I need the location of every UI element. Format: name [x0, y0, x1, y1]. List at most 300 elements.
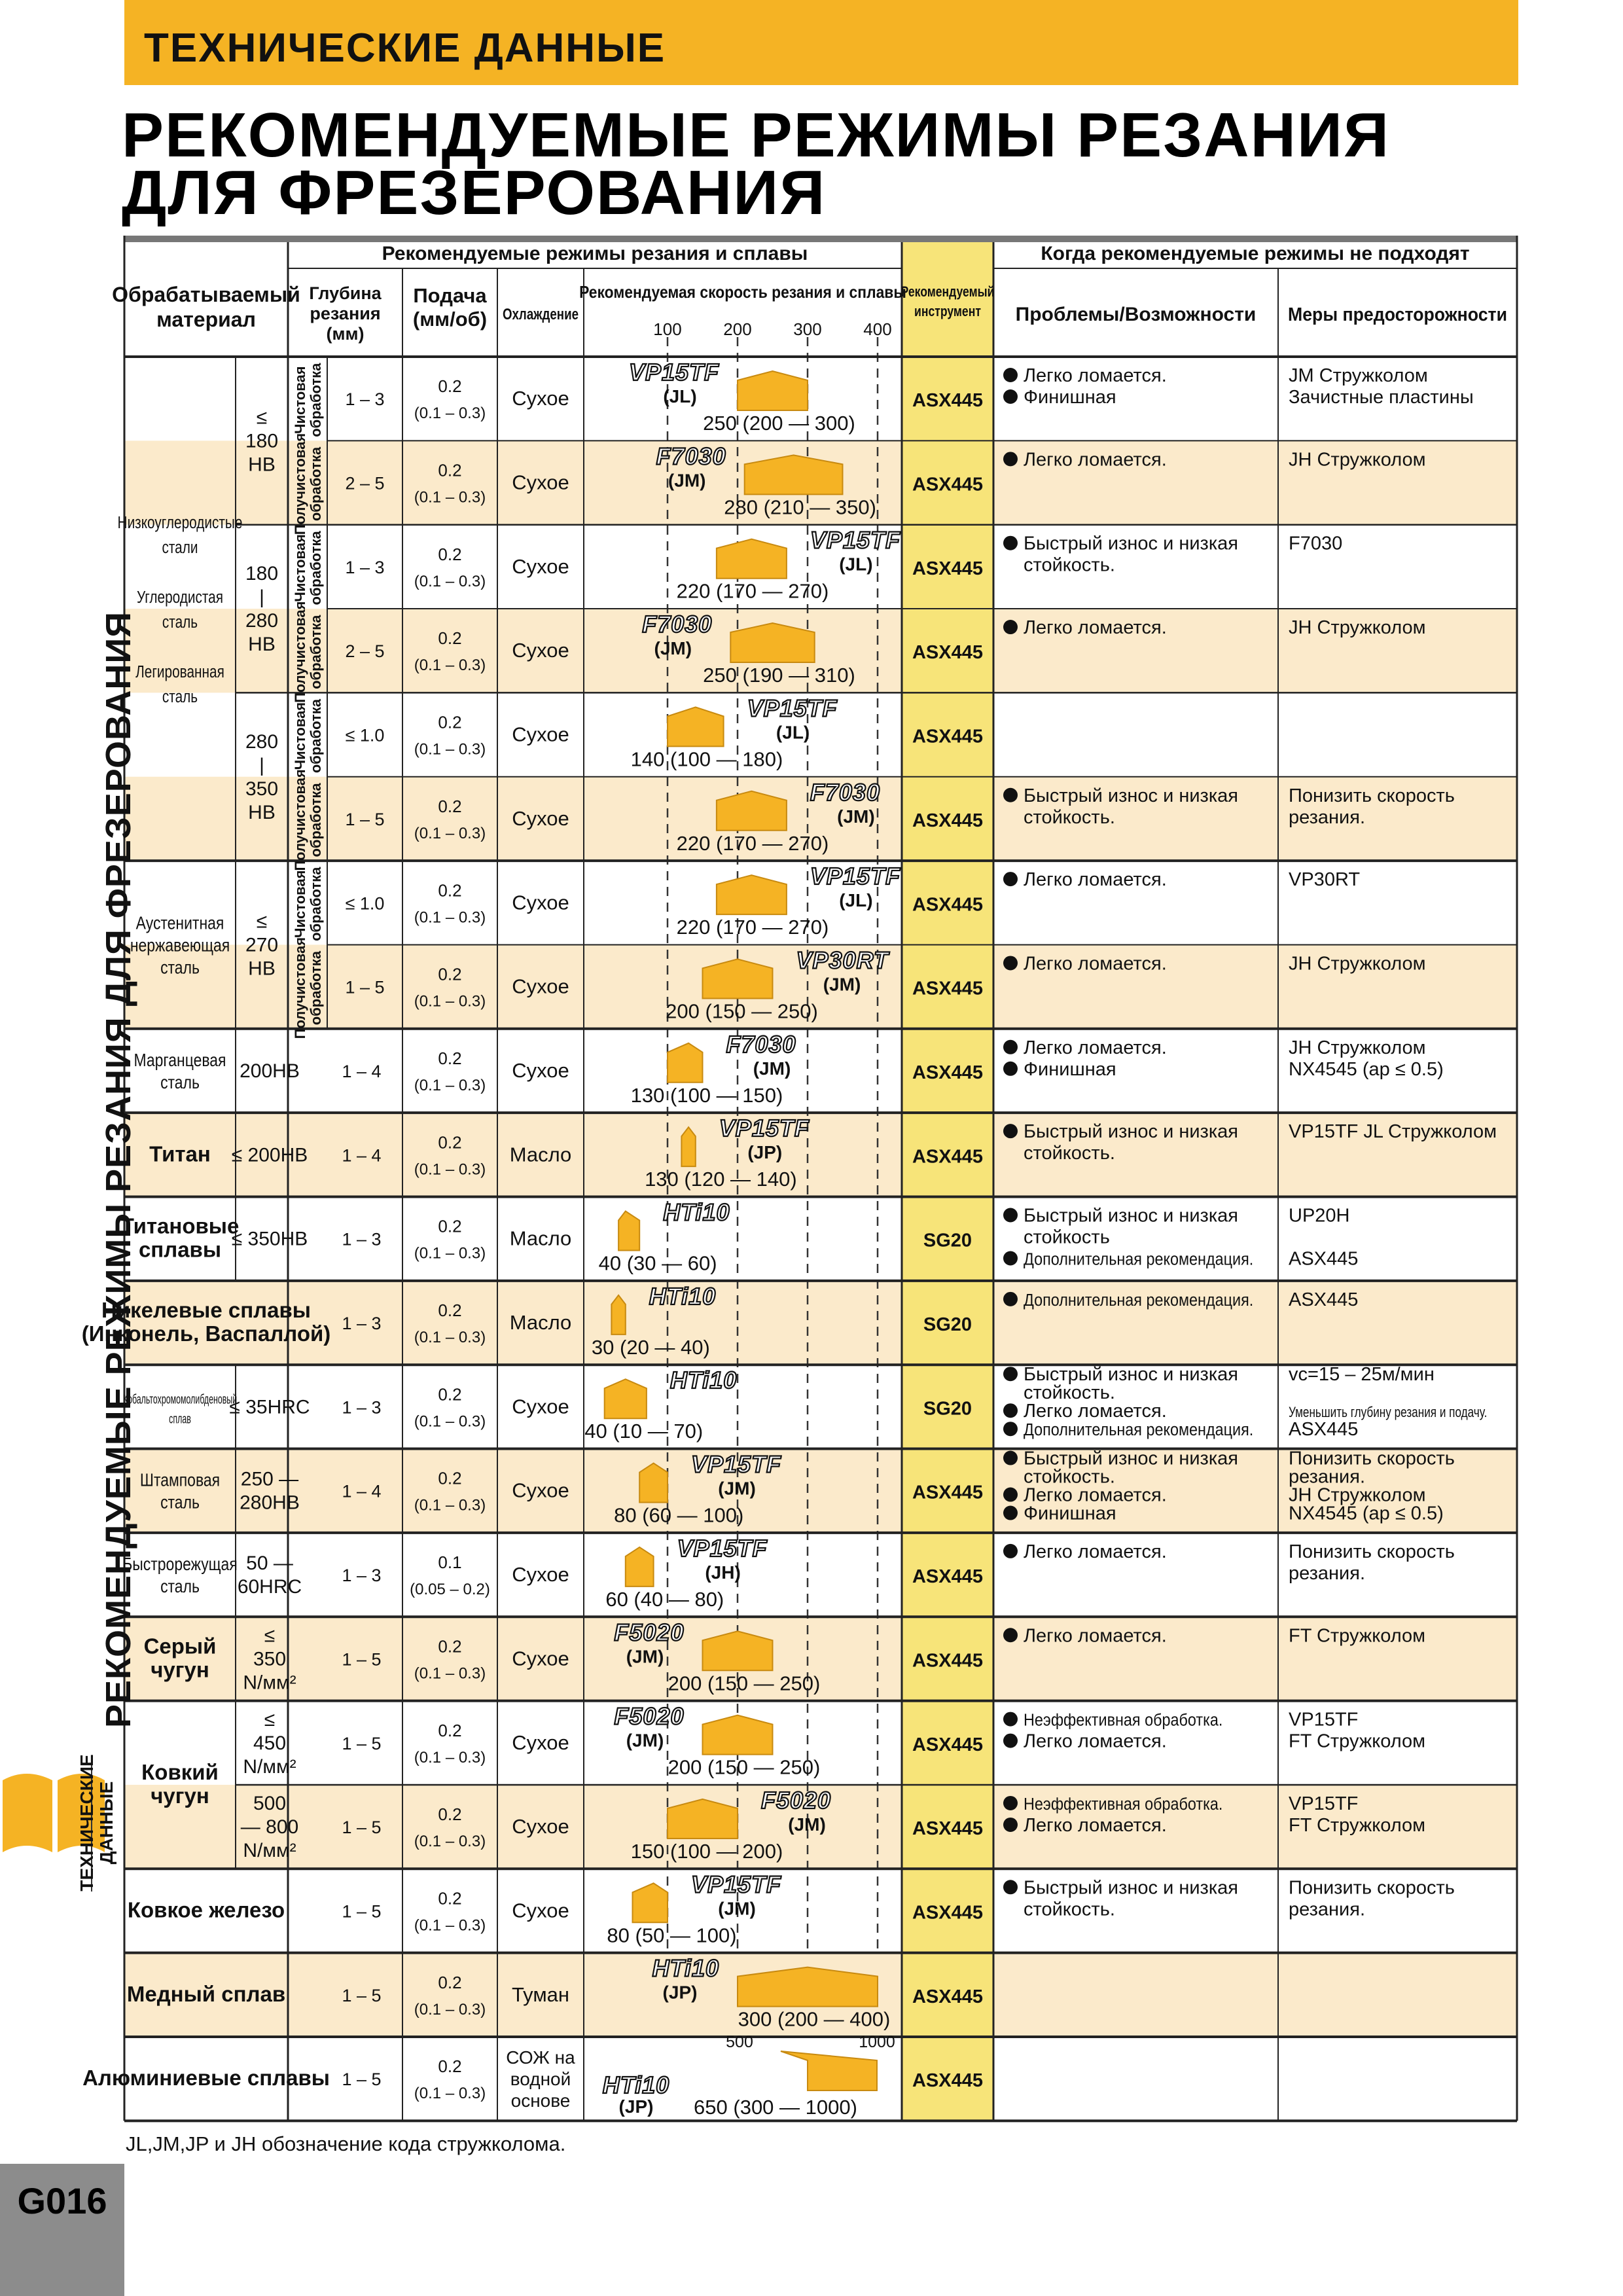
measure-text: VP30RT [1289, 869, 1361, 891]
side-tab-line-2: ДАННЫЕ [96, 1781, 116, 1865]
grade-label: HTi10 [663, 1198, 730, 1226]
material-label: Медный сплав [126, 1981, 286, 2006]
speed-range-mark [781, 2051, 877, 2090]
cooling-value: Туман [511, 1982, 570, 2006]
aluminium-tick-label: 500 [726, 2033, 753, 2051]
problem-text: Дополнительная рекомендация. [1024, 1421, 1254, 1440]
operation-label-line: обработка [308, 698, 324, 774]
operation-label-line: Чистовая [292, 702, 308, 770]
speed-range-mark [605, 1379, 647, 1418]
material-label: сплавы [138, 1237, 222, 1262]
tool-value: ASX445 [912, 1062, 984, 1083]
feed-value: 0.2 [438, 2056, 462, 2077]
grade-label: VP30RT [796, 946, 889, 974]
feed-range: (0.1 – 0.3) [414, 1160, 486, 1179]
depth-value: 1 – 3 [342, 1229, 382, 1249]
depth-value: 1 – 3 [342, 1566, 382, 1586]
feed-value: 0.2 [438, 1972, 462, 1992]
problem-text: Легко ломается. [1024, 365, 1167, 386]
problem-text: Финишная [1024, 1058, 1116, 1080]
bullet-icon [1003, 620, 1018, 634]
bullet-icon [1003, 1251, 1018, 1266]
feed-value: 0.2 [438, 376, 462, 397]
cooling-value: Сухое [512, 891, 569, 914]
bullet-icon [1003, 1124, 1018, 1138]
speed-tick-label: 100 [653, 319, 682, 339]
page-title-line-2: ДЛЯ ФРЕЗЕРОВАНИЯ [122, 158, 827, 228]
measures-column-header: Меры предосторожности [1287, 303, 1508, 325]
measure-text: Понизить скорость [1289, 1448, 1455, 1469]
feed-value: 0.2 [438, 1132, 462, 1153]
measure-text: VP15TF [1289, 1793, 1359, 1814]
speed-value: 200 (150 — 250) [666, 999, 818, 1023]
material-label: Легированная [135, 662, 224, 681]
problem-text: Быстрый износ и низкая [1024, 1364, 1239, 1386]
chipbreaker-code: (JM) [823, 974, 861, 995]
operation-label [292, 363, 324, 437]
cooling-value: Сухое [512, 471, 569, 494]
speed-value: 200 (150 — 250) [668, 1755, 821, 1779]
problem-text: Легко ломается. [1024, 1401, 1167, 1422]
hardness-label: 350 [245, 778, 279, 800]
chipbreaker-code: (JM) [626, 1730, 664, 1751]
depth-column-header: (мм) [326, 324, 365, 344]
bullet-icon [1003, 1208, 1018, 1223]
material-label: нержавеющая [130, 935, 230, 956]
speed-range-mark [626, 1547, 654, 1587]
bullet-icon [1003, 872, 1018, 886]
material-label: Алюминиевые сплавы [82, 2066, 330, 2090]
speed-value: 650 (300 — 1000) [694, 2096, 857, 2119]
bullet-icon [1003, 1506, 1018, 1520]
section-header-title: ТЕХНИЧЕСКИЕ ДАННЫЕ [144, 26, 666, 71]
hardness-label: | [259, 586, 264, 609]
measure-text: резания. [1289, 1466, 1366, 1488]
hardness-label: ≤ [264, 1708, 276, 1731]
cooling-column-header: Охлаждение [502, 305, 579, 323]
feed-range: (0.1 – 0.3) [414, 1412, 486, 1431]
feed-value: 0.2 [438, 1216, 462, 1236]
table-top-rule [124, 236, 1517, 242]
hardness-label: ≤ [256, 910, 268, 933]
bullet-icon [1003, 368, 1018, 382]
operation-label [292, 867, 324, 941]
grade-label: VP15TF [677, 1534, 768, 1562]
grade-label: VP15TF [628, 359, 719, 386]
speed-range-mark [730, 623, 814, 662]
depth-value: 1 – 5 [342, 1985, 382, 2005]
chipbreaker-code: (JH) [705, 1562, 741, 1583]
measure-text: JH Стружколом [1289, 953, 1426, 975]
feed-value: 0.2 [438, 1720, 462, 1740]
speed-value: 300 (200 — 400) [738, 2007, 891, 2031]
problem-text: Неэффективная обработка. [1024, 1711, 1223, 1730]
depth-value: 1 – 4 [342, 1481, 382, 1501]
depth-column-header: резания [310, 304, 381, 323]
operation-label-line: обработка [308, 363, 324, 437]
measure-text: VP15TF JL Стружколом [1289, 1121, 1497, 1143]
measure-text: резания. [1289, 1899, 1366, 1920]
hardness-label: ≤ [256, 406, 268, 429]
vertical-side-title: РЕКОМЕНДУЕМЫЕ РЕЖИМЫ РЕЗАНИЯ ДЛЯ ФРЕЗЕРОВАНИЯ [99, 611, 138, 1728]
material-label: Титан [149, 1141, 211, 1166]
problem-text: Быстрый износ и низкая [1024, 1121, 1239, 1143]
problem-text: стойкость. [1024, 1466, 1115, 1488]
operation-label [292, 698, 324, 773]
hardness-label: 280 [245, 610, 279, 632]
bullet-icon [1003, 1422, 1018, 1436]
chipbreaker-code: (JL) [776, 722, 810, 743]
feed-range: (0.1 – 0.3) [414, 740, 486, 759]
bullet-icon [1003, 1451, 1018, 1465]
material-label: Быстрорежущая [122, 1554, 238, 1575]
grade-label: HTi10 [649, 1282, 717, 1310]
measure-text: Уменьшить глубину резания и подачу. [1288, 1405, 1488, 1421]
depth-value: 1 – 5 [342, 1649, 382, 1670]
material-label: Штамповая [139, 1470, 221, 1491]
depth-value: 1 – 3 [345, 389, 385, 410]
speed-value: 250 (190 — 310) [703, 664, 855, 687]
operation-label-line: Получистовая [292, 769, 308, 871]
speed-tick-label: 400 [863, 319, 892, 339]
grade-label: F7030 [656, 442, 726, 470]
hardness-label: 50 — [246, 1552, 293, 1575]
operation-label [292, 433, 324, 535]
chipbreaker-code: (JL) [839, 554, 873, 575]
grade-label: HTi10 [669, 1367, 738, 1394]
feed-value: 0.2 [438, 1636, 462, 1657]
chipbreaker-code: (JM) [654, 638, 692, 659]
hardness-label: 200HB [240, 1060, 300, 1082]
cooling-value: СОЖ на [506, 2047, 575, 2068]
cooling-value: Сухое [512, 387, 569, 410]
speed-range-mark [703, 1715, 773, 1755]
hardness-label: ≤ 35HRC [229, 1396, 310, 1418]
speed-range-mark [738, 371, 808, 410]
measure-text: Зачистные пластины [1289, 387, 1474, 408]
depth-value: 1 – 3 [345, 557, 385, 577]
hardness-label: HB [248, 801, 276, 823]
hardness-label: 280 [245, 730, 279, 753]
grade-label: HTi10 [602, 2072, 670, 2098]
feed-range: (0.1 – 0.3) [414, 572, 486, 590]
problem-text: Дополнительная рекомендация. [1024, 1291, 1254, 1310]
chipbreaker-code: (JM) [788, 1814, 826, 1835]
operation-label [292, 769, 324, 870]
depth-value: 1 – 4 [342, 1145, 382, 1166]
feed-range: (0.1 – 0.3) [414, 824, 486, 842]
tool-value: SG20 [923, 1314, 972, 1336]
problems-group-header: Когда рекомендуемые режимы не подходят [1041, 243, 1470, 264]
problem-text: стойкость. [1024, 1382, 1115, 1404]
material-label: Никелевые сплавы [101, 1298, 311, 1323]
feed-range: (0.1 – 0.3) [414, 1664, 486, 1683]
hardness-label: 500 [253, 1793, 287, 1815]
speed-range-mark [717, 875, 787, 914]
tool-value: ASX445 [912, 1818, 984, 1840]
tool-column-header: инструмент [914, 304, 981, 320]
grade-label: VP15TF [719, 1115, 810, 1142]
hardness-label: 450 [253, 1732, 287, 1754]
grade-label: HTi10 [652, 1954, 719, 1982]
problem-text: стойкость. [1024, 554, 1115, 576]
speed-value: 60 (40 — 80) [605, 1587, 724, 1611]
material-label: (Инконель, Васпаллой) [81, 1321, 331, 1346]
feed-value: 0.2 [438, 628, 462, 649]
cooling-value: Сухое [512, 1815, 569, 1839]
tool-value: ASX445 [912, 810, 984, 831]
bullet-icon [1003, 956, 1018, 970]
material-label: сплав [169, 1411, 191, 1427]
cooling-value: водной [510, 2069, 571, 2090]
hardness-label: 180 [245, 430, 279, 452]
chipbreaker-code: (JP) [618, 2096, 654, 2117]
side-tab-label [77, 1751, 116, 1895]
bullet-icon [1003, 1488, 1018, 1502]
material-column-header: материал [156, 308, 256, 331]
page-title-line-1: РЕКОМЕНДУЕМЫЕ РЕЖИМЫ РЕЗАНИЯ [122, 100, 1390, 170]
speed-range-mark [681, 1127, 695, 1166]
measure-text: Понизить скорость [1289, 785, 1455, 806]
bullet-icon [1003, 788, 1018, 802]
material-label: Аустенитная [135, 913, 224, 934]
speed-value: 140 (100 — 180) [630, 747, 783, 771]
depth-value: 1 – 5 [342, 1733, 382, 1753]
recommended-group-header: Рекомендуемые режимы резания и сплавы [382, 243, 808, 264]
measure-text: NX4545 (ap ≤ 0.5) [1289, 1503, 1444, 1524]
material-label: Кобальтохромомолибденовый [122, 1391, 238, 1407]
problem-text: стойкость [1024, 1227, 1110, 1248]
speed-value: 220 (170 — 270) [676, 916, 829, 939]
feed-range: (0.1 – 0.3) [414, 1833, 486, 1851]
tool-value: ASX445 [912, 894, 984, 916]
hardness-label: ≤ 350HB [231, 1228, 308, 1250]
chipbreaker-code: (JP) [747, 1142, 783, 1163]
hardness-label: N/мм² [243, 1672, 296, 1694]
measure-text: резания. [1289, 806, 1366, 828]
depth-value: 1 – 5 [342, 1818, 382, 1838]
chipbreaker-code: (JL) [663, 386, 697, 406]
operation-label-line: Чистовая [292, 870, 308, 939]
tool-column-header: Рекомендуемый [901, 284, 995, 300]
tool-value: ASX445 [912, 1146, 984, 1168]
measure-text: JH Стружколом [1289, 1484, 1426, 1506]
feed-range: (0.1 – 0.3) [414, 488, 486, 507]
bullet-icon [1003, 1880, 1018, 1894]
operation-label-line: обработка [308, 446, 324, 522]
page-number: G016 [17, 2180, 107, 2221]
problem-text: Быстрый износ и низкая [1024, 785, 1239, 806]
depth-value: 2 – 5 [345, 641, 385, 662]
speed-value: 280 (210 — 350) [724, 495, 876, 519]
operation-label-line: Получистовая [292, 937, 308, 1039]
cooling-value: Сухое [512, 1479, 569, 1502]
tool-value: ASX445 [912, 1650, 984, 1672]
speed-range-mark [745, 455, 843, 494]
cooling-value: Масло [509, 1311, 572, 1335]
operation-label-line: обработка [308, 867, 324, 941]
measure-text: JH Стружколом [1289, 449, 1426, 471]
footnote: JL,JM,JP и JH обозначение кода стружколома. [126, 2132, 566, 2155]
grade-label: VP15TF [810, 863, 901, 890]
tool-value: ASX445 [912, 978, 984, 999]
tool-value: ASX445 [912, 558, 984, 579]
depth-column-header: Глубина [309, 283, 382, 303]
speed-value: 40 (10 — 70) [584, 1420, 704, 1443]
feed-value: 0.1 [438, 1552, 462, 1573]
hardness-label: — 800 [240, 1816, 299, 1839]
speed-value: 130 (120 — 140) [645, 1168, 797, 1191]
hardness-label: HB [248, 958, 276, 980]
hardness-label: N/мм² [243, 1840, 296, 1862]
material-label: Ковкий [141, 1759, 219, 1784]
feed-value: 0.2 [438, 712, 462, 732]
measure-text: ASX445 [1289, 1248, 1359, 1270]
speed-range-mark [703, 1631, 773, 1670]
cooling-value: Сухое [512, 723, 569, 746]
chipbreaker-code: (JM) [753, 1058, 791, 1079]
bullet-icon [1003, 1403, 1018, 1418]
cooling-value: основе [510, 2090, 571, 2111]
operation-label-line: Чистовая [292, 534, 308, 602]
measure-text: JM Стружколом [1289, 365, 1428, 386]
material-column-header: Обрабатываемый [112, 283, 300, 306]
measure-text: JH Стружколом [1289, 1037, 1426, 1058]
speed-value: 40 (30 — 60) [598, 1251, 717, 1275]
problem-text: Легко ломается. [1024, 1814, 1167, 1836]
grade-label: VP15TF [810, 526, 901, 554]
feed-range: (0.1 – 0.3) [414, 1496, 486, 1515]
measure-text: Понизить скорость [1289, 1877, 1455, 1899]
material-label: Серый [143, 1634, 217, 1659]
material-label: чугун [151, 1783, 209, 1808]
speed-value: 220 (170 — 270) [676, 579, 829, 603]
problem-text: Легко ломается. [1024, 1037, 1167, 1058]
speed-value: 220 (170 — 270) [676, 831, 829, 855]
depth-value: 1 – 5 [342, 2070, 382, 2090]
cooling-value: Сухое [512, 1899, 569, 1922]
cooling-value: Сухое [512, 1563, 569, 1587]
feed-range: (0.1 – 0.3) [414, 2000, 486, 2018]
speed-tick-label: 300 [793, 319, 822, 339]
speed-range-mark [717, 539, 787, 579]
problem-text: Легко ломается. [1024, 449, 1167, 471]
grade-label: F5020 [614, 1619, 685, 1646]
material-label: Титановые [120, 1213, 240, 1238]
material-label: сталь [162, 687, 198, 706]
bullet-icon [1003, 1734, 1018, 1748]
measure-text: FT Стружколом [1289, 1731, 1426, 1752]
measure-text: VP15TF [1289, 1709, 1359, 1731]
chipbreaker-code: (JM) [718, 1478, 756, 1499]
cooling-value: Сухое [512, 1058, 569, 1082]
speed-range-mark [738, 1967, 878, 2007]
bullet-icon [1003, 1040, 1018, 1054]
problem-text: стойкость. [1024, 1899, 1115, 1920]
cooling-value: Сухое [512, 1731, 569, 1754]
grade-label: F7030 [642, 611, 713, 638]
tool-value: ASX445 [912, 390, 984, 412]
operation-label-line: обработка [308, 615, 324, 689]
bullet-icon [1003, 1292, 1018, 1306]
problem-text: Легко ломается. [1024, 953, 1167, 975]
measure-text: ASX445 [1289, 1419, 1359, 1441]
problem-text: Финишная [1024, 1503, 1116, 1524]
tool-value: ASX445 [912, 1482, 984, 1503]
operation-label [292, 531, 324, 605]
cooling-value: Масло [509, 1143, 572, 1166]
problem-text: Легко ломается. [1024, 1625, 1167, 1647]
speed-range-mark [717, 791, 787, 831]
bullet-icon [1003, 536, 1018, 550]
tool-value: SG20 [923, 1230, 972, 1251]
feed-range: (0.1 – 0.3) [414, 2085, 486, 2103]
depth-value: 1 – 5 [345, 809, 385, 829]
hardness-label: 250 — [240, 1468, 299, 1490]
chipbreaker-code: (JM) [837, 806, 875, 827]
feed-value: 0.2 [438, 880, 462, 901]
grade-label: VP15TF [691, 1871, 782, 1898]
speed-value: 130 (100 — 150) [630, 1083, 783, 1107]
hardness-label: HB [248, 634, 276, 656]
depth-value: ≤ 1.0 [345, 725, 385, 745]
grade-label: F5020 [614, 1702, 685, 1730]
operation-label-line: Получистовая [292, 601, 308, 703]
depth-value: ≤ 1.0 [345, 893, 385, 914]
grade-label: F7030 [726, 1030, 796, 1058]
feed-range: (0.1 – 0.3) [414, 908, 486, 927]
problem-text: Дополнительная рекомендация. [1024, 1250, 1254, 1269]
speed-range-mark [618, 1211, 639, 1251]
feed-value: 0.2 [438, 964, 462, 984]
feed-range: (0.1 – 0.3) [414, 992, 486, 1011]
material-label: чугун [151, 1657, 209, 1682]
cooling-value: Сухое [512, 639, 569, 662]
bullet-icon [1003, 1544, 1018, 1558]
feed-value: 0.2 [438, 1384, 462, 1405]
hardness-label: ≤ [264, 1624, 276, 1647]
speed-range-mark [639, 1463, 668, 1503]
bullet-icon [1003, 1062, 1018, 1076]
grade-label: VP15TF [691, 1450, 782, 1478]
material-label: стали [162, 537, 198, 557]
measure-text: FT Стружколом [1289, 1814, 1426, 1836]
feed-range: (0.1 – 0.3) [414, 1329, 486, 1347]
material-label: Углеродистая [136, 587, 224, 607]
feed-value: 0.2 [438, 1468, 462, 1488]
material-label: Ковкое железо [127, 1897, 285, 1922]
problem-text: Неэффективная обработка. [1024, 1795, 1223, 1814]
speed-column-header: Рекомендуемая скорость резания и сплавы [579, 283, 906, 302]
measure-text: vc=15 – 25м/мин [1289, 1364, 1435, 1386]
speed-value: 250 (200 — 300) [703, 412, 855, 435]
bullet-icon [1003, 452, 1018, 466]
problem-text: Быстрый износ и низкая [1024, 1448, 1239, 1469]
bullet-icon [1003, 1796, 1018, 1810]
feed-value: 0.2 [438, 1804, 462, 1825]
material-label: сталь [162, 612, 198, 632]
operation-label [292, 601, 324, 703]
problems-column-header: Проблемы/Возможности [1015, 304, 1257, 325]
measure-text: FT Стружколом [1289, 1625, 1426, 1647]
feed-value: 0.2 [438, 460, 462, 480]
feed-value: 0.2 [438, 544, 462, 564]
material-label: сталь [160, 1492, 200, 1513]
hardness-label: | [259, 754, 264, 776]
chipbreaker-code: (JP) [662, 1982, 698, 2003]
tool-value: ASX445 [912, 474, 984, 495]
bullet-icon [1003, 1818, 1018, 1832]
